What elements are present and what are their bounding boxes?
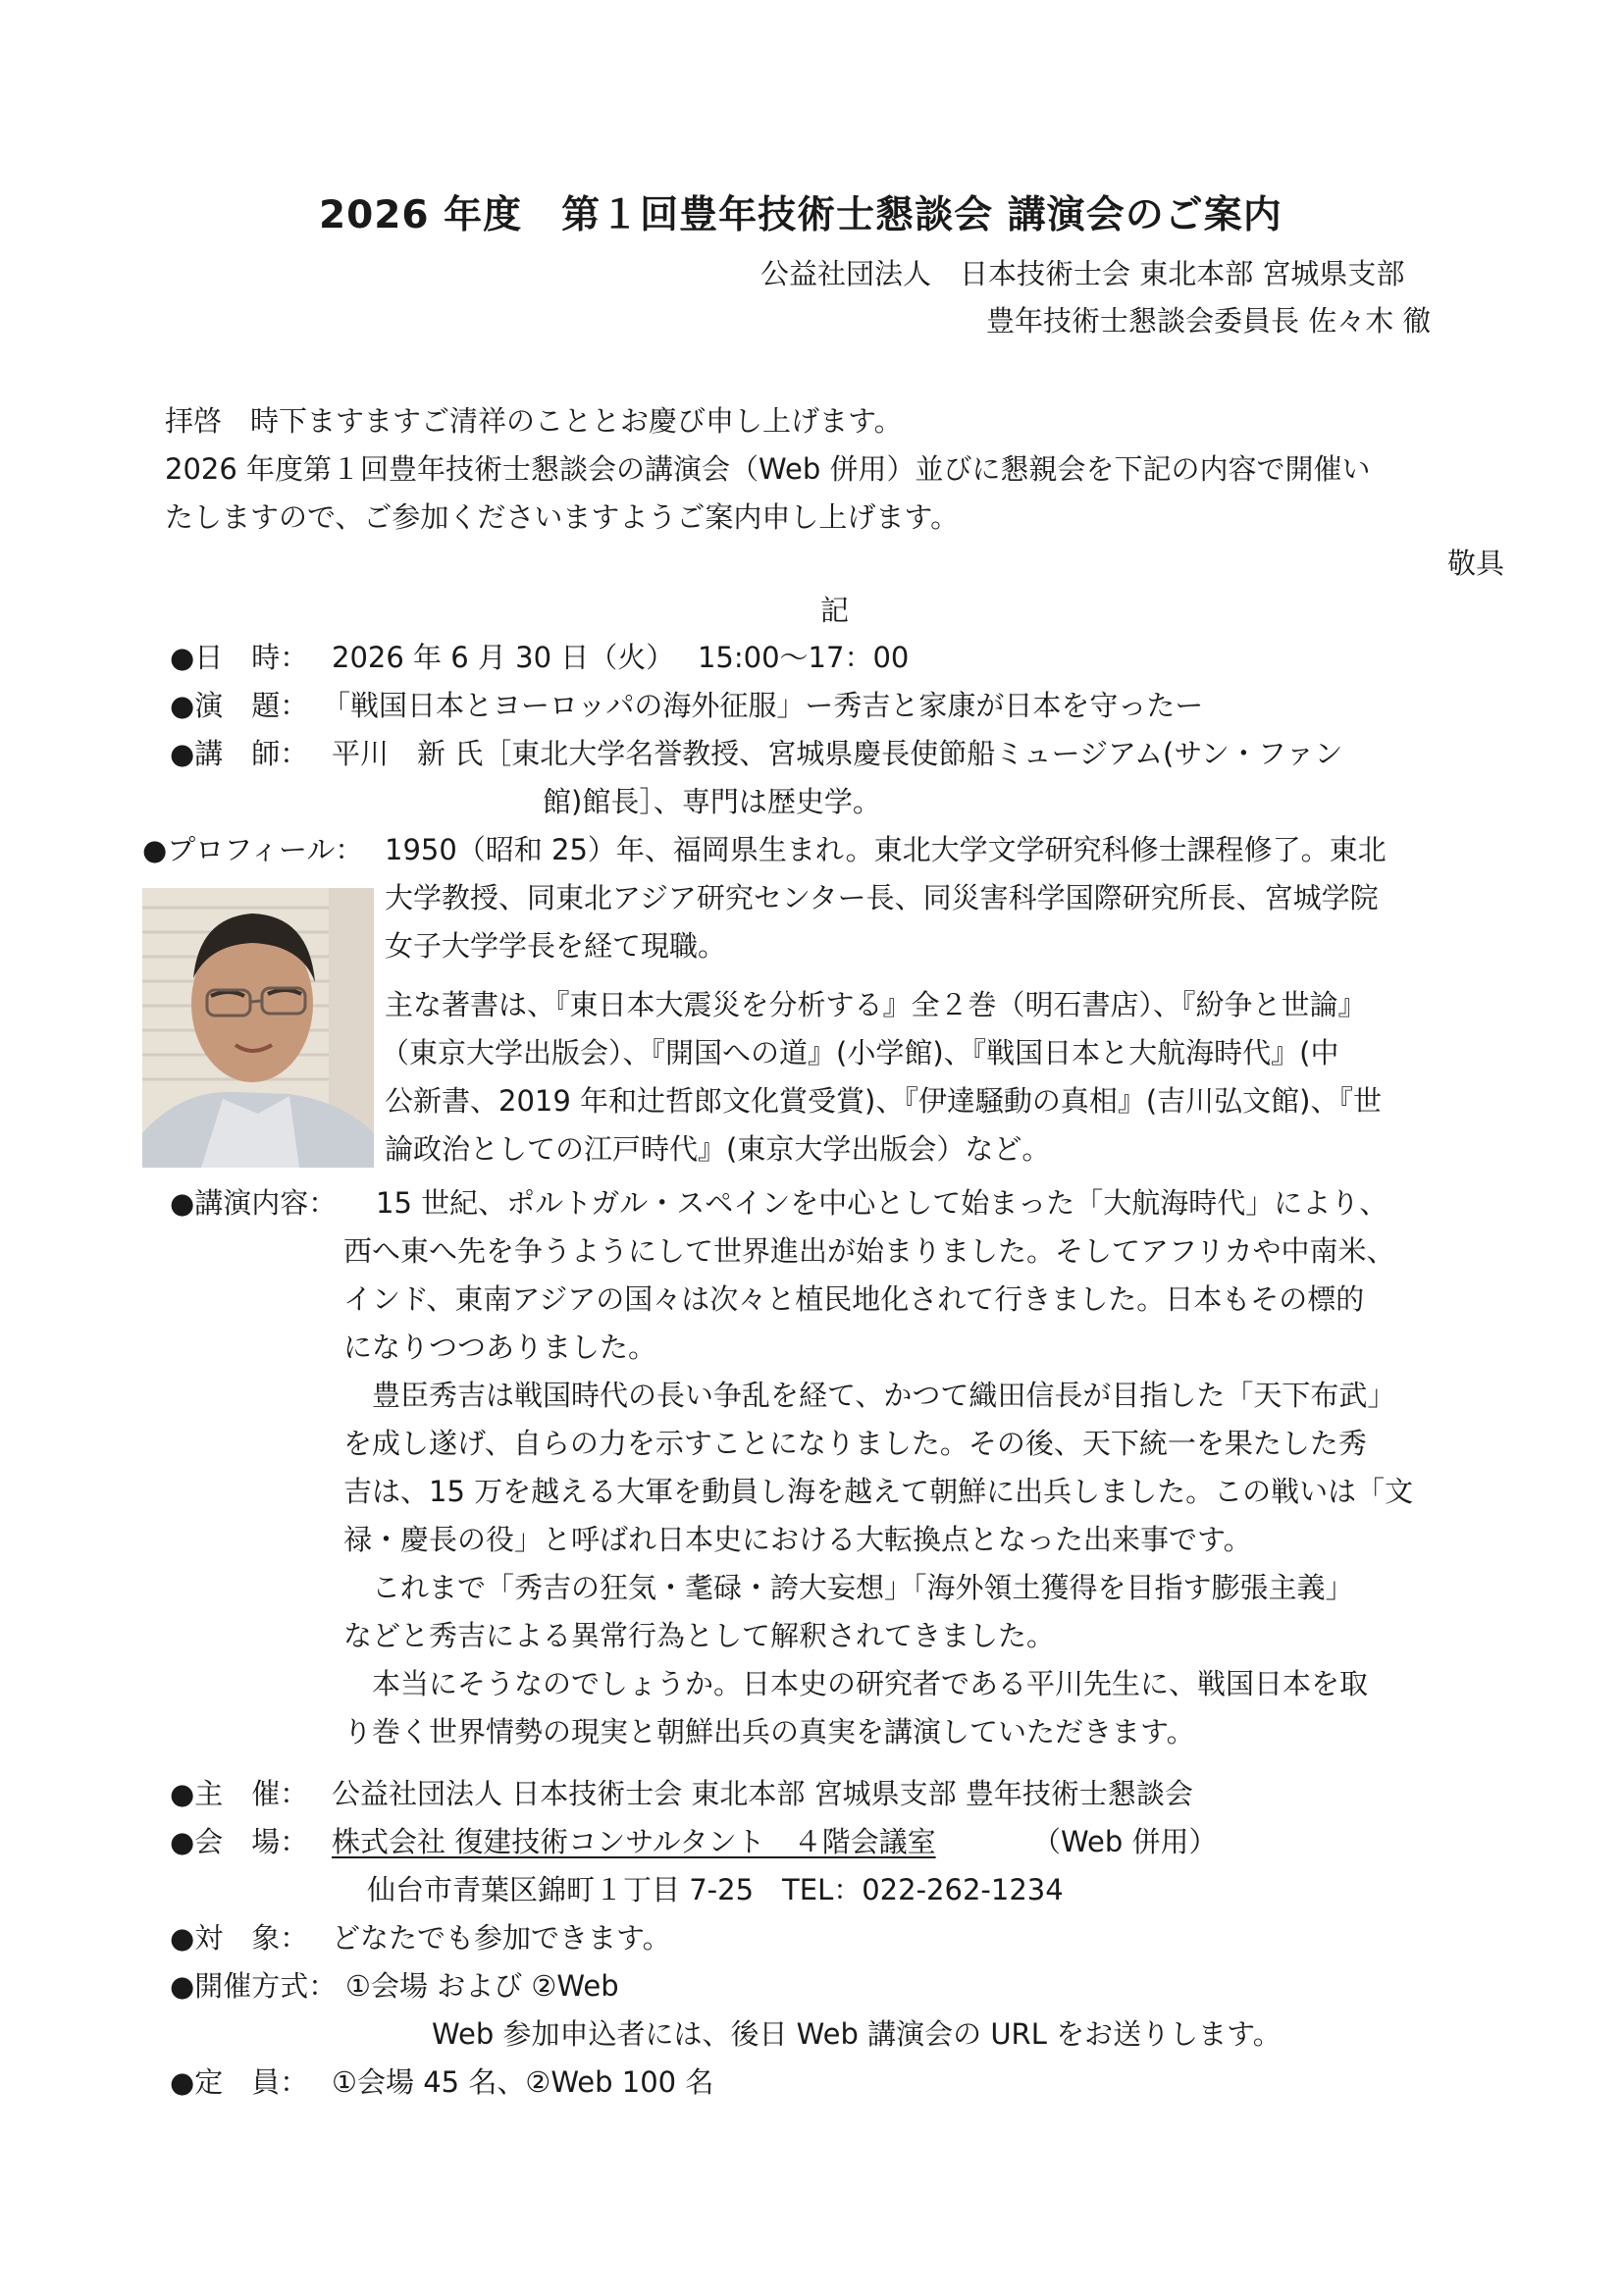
lecturer-line-2: 館)館長］、専門は歴史学。 — [543, 785, 881, 818]
date-value: 2026 年 6 月 30 日（火） 15:00～17：00 — [332, 641, 910, 674]
content-line: インド、東南アジアの国々は次々と植民地化されて行きました。日本もその標的 — [343, 1282, 1365, 1316]
topic-value: 「戦国日本とヨーロッパの海外征服」ー秀吉と家康が日本を守ったー — [322, 689, 1204, 722]
content-line: これまで「秀吉の狂気・耄碌・誇大妄想」「海外領土獲得を目指す膨張主義」 — [343, 1571, 1354, 1604]
ki-heading: 記 — [820, 594, 850, 627]
venue-label: ●会 場： — [170, 1825, 309, 1858]
content-line: 本当にそうなのでしょうか。日本史の研究者である平川先生に、戦国日本を取 — [343, 1667, 1369, 1700]
lecturer-line-1: 平川 新 氏［東北大学名誉教授、宮城県慶長使節船ミュージアム(サン・ファン — [332, 737, 1343, 770]
content-line: などと秀吉による異常行為として解釈されてきました。 — [343, 1619, 1056, 1652]
closing-word: 敬具 — [1447, 547, 1505, 580]
target-value: どなたでも参加できます。 — [332, 1921, 671, 1955]
greeting-line-2: 2026 年度第１回豊年技術士懇談会の講演会（Web 併用）並びに懇親会を下記の内容で開催い — [165, 452, 1371, 486]
content-label: ●講演内容： — [170, 1186, 338, 1220]
profile-line: 公新書、2019 年和辻哲郎文化賞受賞)、『伊達騒動の真相』(吉川弘文館)、『世 — [385, 1084, 1382, 1118]
date-label: ●日 時： — [170, 641, 309, 674]
content-line: 15 世紀、ポルトガル・スペインを中心として始まった「大航海時代」により、 — [376, 1186, 1388, 1220]
profile-line: （東京大学出版会）、『開国への道』(小学館)、『戦国日本と大航海時代』(中 — [381, 1036, 1339, 1070]
page-title: 2026 年度 第１回豊年技術士懇談会 講演会のご案内 — [319, 193, 1283, 237]
lecturer-label: ●講 師： — [170, 737, 309, 770]
host-value: 公益社団法人 日本技術士会 東北本部 宮城県支部 豊年技術士懇談会 — [332, 1777, 1193, 1810]
profile-label: ●プロフィール： — [142, 833, 364, 866]
organizer-line: 公益社団法人 日本技術士会 東北本部 宮城県支部 — [760, 257, 1405, 290]
method-value: ①会場 および ②Web — [345, 1969, 619, 2003]
profile-line: 大学教授、同東北アジア研究センター長、同災害科学国際研究所長、宮城学院 — [385, 881, 1379, 914]
venue-note: （Web 併用） — [1032, 1825, 1218, 1858]
content-line: り巻く世界情勢の現実と朝鮮出兵の真実を講演していただきます。 — [343, 1715, 1195, 1748]
capacity-value: ①会場 45 名、②Web 100 名 — [332, 2065, 714, 2099]
content-line: になりつつありました。 — [343, 1331, 657, 1364]
profile-line: 主な著書は、『東日本大震災を分析する』全２巻（明石書店）、『紛争と世論』 — [385, 988, 1367, 1021]
profile-line: 1950（昭和 25）年、福岡県生まれ。東北大学文学研究科修士課程修了。東北 — [385, 833, 1387, 866]
content-line: を成し遂げ、自らの力を示すことになりました。その後、天下統一を果たした秀 — [343, 1427, 1367, 1460]
chairperson-line: 豊年技術士懇談会委員長 佐々木 徹 — [986, 304, 1432, 338]
profile-line: 論政治としての江戸時代』(東京大学出版会）など。 — [385, 1132, 1051, 1166]
topic-label: ●演 題： — [170, 689, 309, 722]
venue-address: 仙台市青葉区錦町１丁目 7-25 TEL：022-262-1234 — [367, 1873, 1064, 1906]
target-label: ●対 象： — [170, 1921, 309, 1955]
content-line: 禄・慶長の役」と呼ばれ日本史における大転換点となった出来事です。 — [343, 1523, 1252, 1556]
speaker-portrait-image — [142, 888, 374, 1168]
greeting-line-1: 拝啓 時下ますますご清祥のこととお慶び申し上げます。 — [165, 404, 903, 438]
content-line: 西へ東へ先を争うようにして世界進出が始まりました。そしてアフリカや中南米、 — [343, 1234, 1395, 1268]
content-line: 吉は、15 万を越える大軍を動員し海を越えて朝鮮に出兵しました。この戦いは「文 — [343, 1475, 1414, 1508]
method-label: ●開催方式： — [170, 1969, 338, 2003]
content-line: 豊臣秀吉は戦国時代の長い争乱を経て、かつて織田信長が目指した「天下布武」 — [343, 1379, 1396, 1412]
host-label: ●主 催： — [170, 1777, 309, 1810]
venue-name: 株式会社 復建技術コンサルタント ４階会議室 — [332, 1825, 936, 1858]
profile-line: 女子大学学長を経て現職。 — [385, 929, 727, 963]
speaker-photo — [142, 888, 374, 1168]
method-note: Web 参加申込者には、後日 Web 講演会の URL をお送りします。 — [432, 2017, 1282, 2051]
greeting-line-3: たしますので、ご参加くださいますようご案内申し上げます。 — [165, 500, 960, 534]
capacity-label: ●定 員： — [170, 2065, 309, 2099]
